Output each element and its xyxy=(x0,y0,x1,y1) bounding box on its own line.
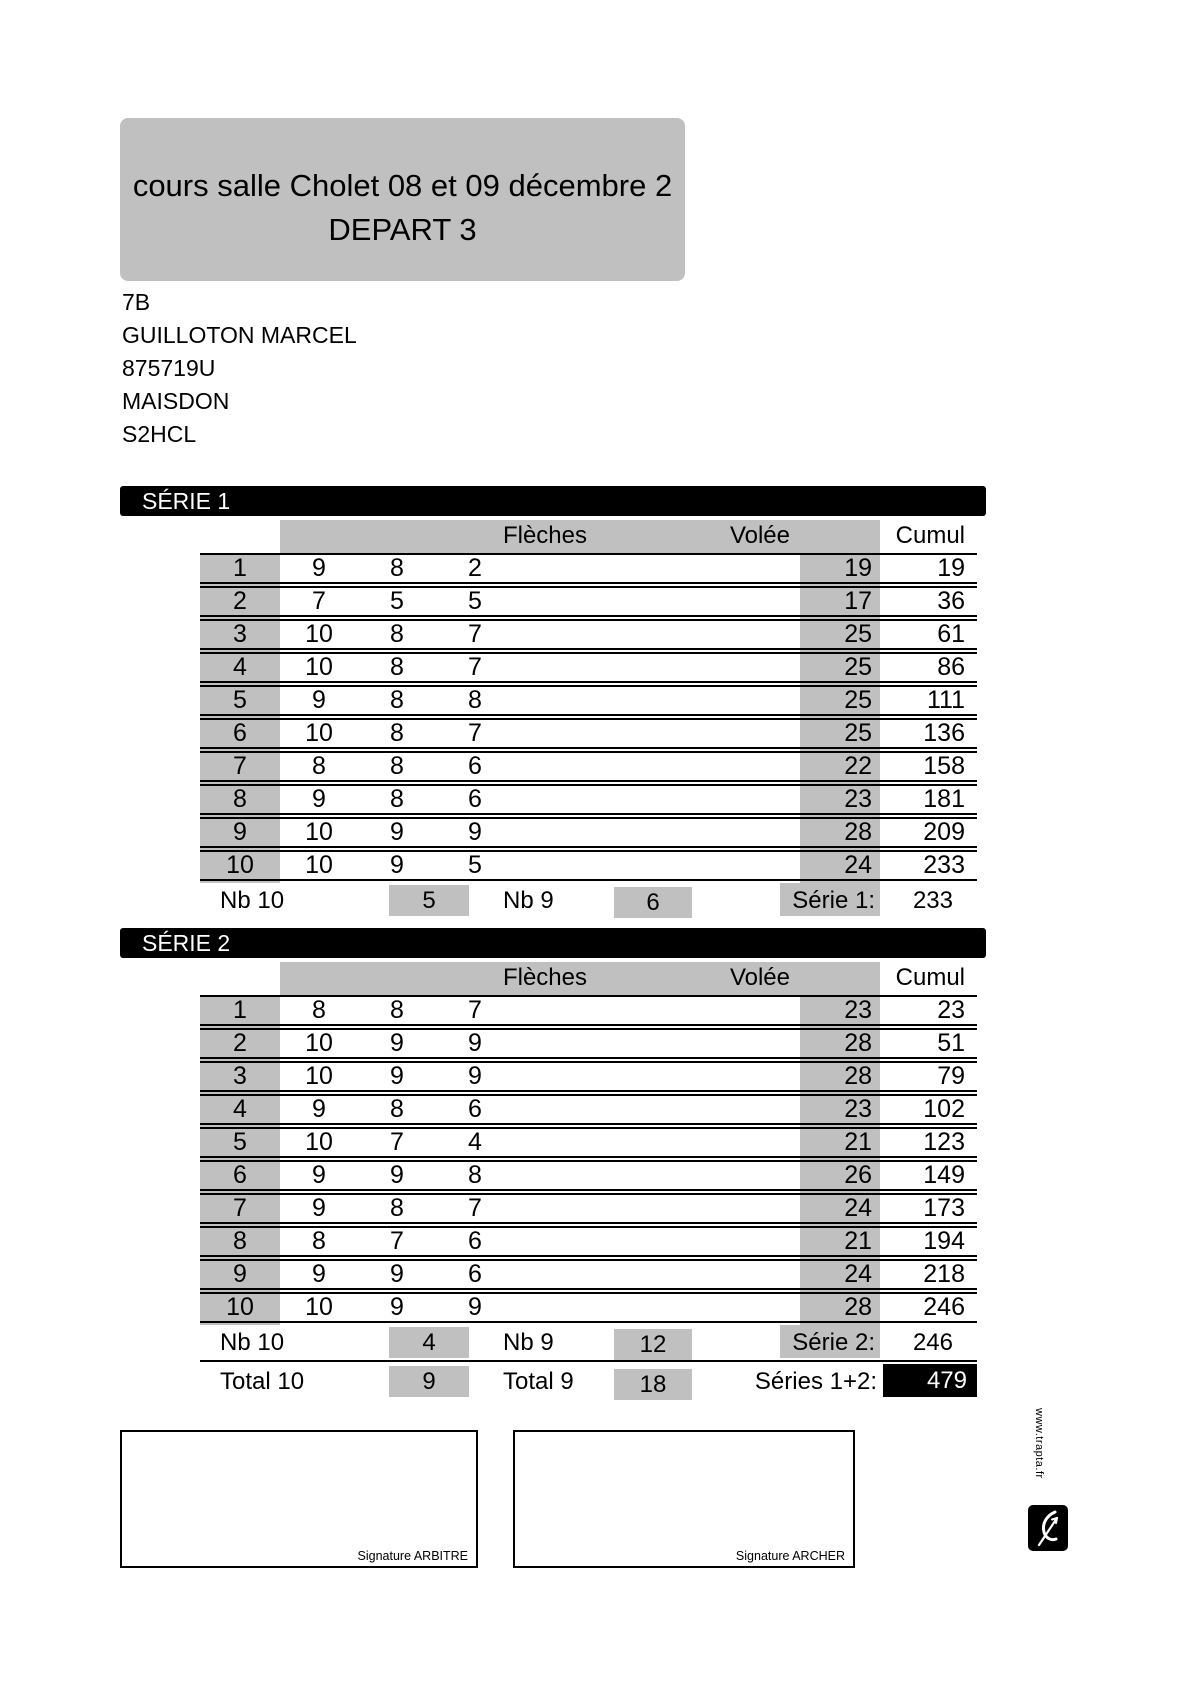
grand-total-row xyxy=(200,1360,977,1398)
arrow-3-score: 8 xyxy=(468,1161,482,1189)
score-row xyxy=(200,685,977,716)
arrow-2-score: 8 xyxy=(390,620,404,648)
cumul-score: 23 xyxy=(937,996,965,1024)
nb10-value: 4 xyxy=(389,1327,469,1358)
archer-signature-caption: Signature ARCHER xyxy=(735,1549,845,1563)
arrow-1-score: 10 xyxy=(305,1128,333,1156)
nb9-label: Nb 9 xyxy=(503,1329,554,1356)
cumul-score: 194 xyxy=(923,1227,965,1255)
arrow-1-score: 10 xyxy=(305,818,333,846)
cumul-score: 79 xyxy=(937,1062,965,1090)
arrow-1-score: 8 xyxy=(312,996,326,1024)
arrow-2-score: 8 xyxy=(390,719,404,747)
row-number: 9 xyxy=(233,818,247,846)
volee-score: 19 xyxy=(844,554,872,582)
serie-1-label: SÉRIE 1 xyxy=(142,488,231,514)
arrow-1-score: 10 xyxy=(305,719,333,747)
row-number: 4 xyxy=(233,1095,247,1123)
row-number: 6 xyxy=(233,719,247,747)
arrow-2-score: 8 xyxy=(390,752,404,780)
arrow-1-score: 8 xyxy=(312,752,326,780)
arrow-2-score: 8 xyxy=(390,1194,404,1222)
cumul-score: 246 xyxy=(923,1293,965,1321)
arrow-2-score: 7 xyxy=(390,1128,404,1156)
website-url: www.trapta.fr xyxy=(1033,1408,1045,1479)
score-row xyxy=(200,718,977,749)
arrow-3-score: 5 xyxy=(468,851,482,879)
licence-number: 875719U xyxy=(122,355,216,381)
score-row xyxy=(200,1028,977,1059)
cumul-score: 111 xyxy=(926,686,965,714)
arrow-2-score: 7 xyxy=(390,1227,404,1255)
archer-name: GUILLOTON MARCEL xyxy=(122,322,357,348)
arrow-2-score: 8 xyxy=(390,686,404,714)
arrow-3-score: 6 xyxy=(468,1260,482,1288)
row-number: 5 xyxy=(233,686,247,714)
grand-total-value: 479 xyxy=(883,1364,977,1397)
nb10-value: 5 xyxy=(389,885,469,916)
volee-score: 23 xyxy=(844,1095,872,1123)
arrow-2-score: 8 xyxy=(390,653,404,681)
archer-info-block xyxy=(122,286,357,451)
serie-1-header-bar xyxy=(120,486,986,516)
serie-2-header-bar xyxy=(120,928,986,958)
row-number: 8 xyxy=(233,785,247,813)
score-row xyxy=(200,619,977,650)
serie-2-table xyxy=(200,962,977,1396)
arrow-2-score: 9 xyxy=(390,1161,404,1189)
score-row xyxy=(200,1226,977,1257)
row-number: 2 xyxy=(233,587,247,615)
nb10-label: Nb 10 xyxy=(220,1329,285,1356)
arrow-1-score: 9 xyxy=(312,785,326,813)
serie-1-rows xyxy=(200,553,977,883)
cumul-score: 158 xyxy=(923,752,965,780)
arrow-1-score: 10 xyxy=(305,1029,333,1057)
arrow-1-score: 10 xyxy=(305,620,333,648)
volee-score: 25 xyxy=(844,653,872,681)
cumul-score: 136 xyxy=(923,719,965,747)
competition-title-box xyxy=(120,118,685,281)
row-number: 7 xyxy=(233,752,247,780)
row-number: 2 xyxy=(233,1029,247,1057)
score-row xyxy=(200,1193,977,1224)
arrow-2-score: 8 xyxy=(390,996,404,1024)
serie-1-total-label: Série 1: xyxy=(792,887,875,914)
arrow-1-score: 10 xyxy=(305,1062,333,1090)
arrow-3-score: 4 xyxy=(468,1128,482,1156)
serie-2-total-label: Série 2: xyxy=(792,1329,875,1356)
arrow-3-score: 7 xyxy=(468,996,482,1024)
serie-2-rows xyxy=(200,995,977,1325)
cumul-score: 19 xyxy=(937,554,965,582)
score-row xyxy=(200,995,977,1026)
arrow-1-score: 10 xyxy=(305,851,333,879)
volee-score: 28 xyxy=(844,1293,872,1321)
arrow-2-score: 8 xyxy=(390,785,404,813)
target-number: 7B xyxy=(122,289,151,315)
arrow-1-score: 9 xyxy=(312,1194,326,1222)
volee-score: 17 xyxy=(844,587,872,615)
volee-score: 28 xyxy=(844,818,872,846)
volee-header: Volée xyxy=(729,964,790,991)
category: S2HCL xyxy=(122,421,197,447)
arrow-1-score: 9 xyxy=(312,1161,326,1189)
arrow-3-score: 7 xyxy=(468,620,482,648)
row-number: 7 xyxy=(233,1194,247,1222)
arrow-2-score: 8 xyxy=(390,554,404,582)
cumul-score: 181 xyxy=(923,785,965,813)
cumul-score: 51 xyxy=(937,1029,965,1057)
volee-score: 25 xyxy=(844,719,872,747)
cumul-score: 233 xyxy=(923,851,965,879)
arrow-1-score: 9 xyxy=(312,554,326,582)
row-number: 3 xyxy=(233,620,247,648)
volee-score: 23 xyxy=(844,996,872,1024)
volee-score: 22 xyxy=(844,752,872,780)
arrow-2-score: 9 xyxy=(390,1293,404,1321)
referee-signature-caption: Signature ARBITRE xyxy=(357,1549,468,1563)
volee-score: 25 xyxy=(844,620,872,648)
row-number: 10 xyxy=(226,851,254,879)
cumul-score: 36 xyxy=(937,587,965,615)
serie-2-column-headers xyxy=(200,962,977,995)
volee-score: 23 xyxy=(844,785,872,813)
arrow-3-score: 9 xyxy=(468,1062,482,1090)
volee-score: 28 xyxy=(844,1062,872,1090)
serie-2-total-value: 246 xyxy=(912,1329,953,1356)
fleches-header: Flèches xyxy=(502,964,588,991)
series-1-2-label: Séries 1+2: xyxy=(754,1368,877,1395)
row-number: 8 xyxy=(233,1227,247,1255)
score-row xyxy=(200,586,977,617)
score-row xyxy=(200,1127,977,1158)
score-row xyxy=(200,784,977,815)
arrow-3-score: 7 xyxy=(468,719,482,747)
arrow-3-score: 9 xyxy=(468,1029,482,1057)
arrow-1-score: 10 xyxy=(305,1293,333,1321)
arrow-2-score: 9 xyxy=(390,818,404,846)
cumul-score: 86 xyxy=(937,653,965,681)
arrow-3-score: 7 xyxy=(468,1194,482,1222)
trapta-logo-icon xyxy=(1028,1505,1068,1551)
nb10-label: Nb 10 xyxy=(220,887,285,914)
volee-score: 21 xyxy=(844,1227,872,1255)
serie-2-label: SÉRIE 2 xyxy=(142,930,231,956)
score-row xyxy=(200,1061,977,1092)
arrow-3-score: 9 xyxy=(468,1293,482,1321)
arrow-2-score: 8 xyxy=(390,1095,404,1123)
arrow-2-score: 9 xyxy=(390,851,404,879)
arrow-3-score: 8 xyxy=(468,686,482,714)
volee-score: 24 xyxy=(844,1194,872,1222)
cumul-score: 173 xyxy=(923,1194,965,1222)
volee-score: 28 xyxy=(844,1029,872,1057)
serie-1-table xyxy=(200,520,977,918)
depart-label: DEPART 3 xyxy=(328,212,477,247)
score-row xyxy=(200,1292,977,1323)
serie-1-column-headers xyxy=(200,520,977,553)
arrow-2-score: 5 xyxy=(390,587,404,615)
score-row xyxy=(200,850,977,881)
row-number: 5 xyxy=(233,1128,247,1156)
cumul-score: 209 xyxy=(923,818,965,846)
volee-score: 25 xyxy=(844,686,872,714)
cumul-score: 61 xyxy=(937,620,965,648)
serie-1-nb-row xyxy=(200,883,977,916)
volee-score: 26 xyxy=(844,1161,872,1189)
total9-label: Total 9 xyxy=(503,1368,574,1395)
cumul-score: 149 xyxy=(923,1161,965,1189)
nb9-label: Nb 9 xyxy=(503,887,554,914)
volee-score: 21 xyxy=(844,1128,872,1156)
nb9-value: 6 xyxy=(614,887,692,918)
arrow-2-score: 9 xyxy=(390,1260,404,1288)
volee-header: Volée xyxy=(729,522,790,549)
arrow-1-score: 10 xyxy=(305,653,333,681)
score-row xyxy=(200,751,977,782)
arrow-3-score: 9 xyxy=(468,818,482,846)
volee-score: 24 xyxy=(844,1260,872,1288)
arrow-1-score: 9 xyxy=(312,1095,326,1123)
fleches-header: Flèches xyxy=(502,522,588,549)
club-name: MAISDON xyxy=(122,388,230,414)
arrow-1-score: 8 xyxy=(312,1227,326,1255)
score-row xyxy=(200,1259,977,1290)
total10-value: 9 xyxy=(389,1366,469,1397)
score-row xyxy=(200,553,977,584)
arrow-3-score: 6 xyxy=(468,752,482,780)
competition-title: cours salle Cholet 08 et 09 décembre 2 xyxy=(132,168,673,203)
referee-signature-box xyxy=(120,1430,478,1568)
cumul-header: Cumul xyxy=(895,964,965,991)
score-row xyxy=(200,1094,977,1125)
row-number: 9 xyxy=(233,1260,247,1288)
row-number: 4 xyxy=(233,653,247,681)
volee-score: 24 xyxy=(844,851,872,879)
arrow-1-score: 7 xyxy=(312,587,326,615)
arrow-3-score: 6 xyxy=(468,785,482,813)
score-row xyxy=(200,652,977,683)
arrow-3-score: 5 xyxy=(468,587,482,615)
score-row xyxy=(200,1160,977,1191)
cumul-score: 123 xyxy=(923,1128,965,1156)
total9-value: 18 xyxy=(614,1369,692,1400)
score-row xyxy=(200,817,977,848)
serie-1-total-value: 233 xyxy=(912,887,953,914)
arrow-2-score: 9 xyxy=(390,1062,404,1090)
serie-2-nb-row xyxy=(200,1325,977,1358)
cumul-header: Cumul xyxy=(895,522,965,549)
arrow-1-score: 9 xyxy=(312,1260,326,1288)
archer-signature-box xyxy=(513,1430,855,1568)
row-number: 6 xyxy=(233,1161,247,1189)
nb9-value: 12 xyxy=(614,1329,692,1360)
total10-label: Total 10 xyxy=(220,1368,305,1395)
row-number: 10 xyxy=(226,1293,254,1321)
arrow-3-score: 6 xyxy=(468,1227,482,1255)
arrow-1-score: 9 xyxy=(312,686,326,714)
row-number: 1 xyxy=(233,996,247,1024)
cumul-score: 218 xyxy=(923,1260,965,1288)
arrow-3-score: 2 xyxy=(468,554,482,582)
cumul-score: 102 xyxy=(923,1095,965,1123)
arrow-2-score: 9 xyxy=(390,1029,404,1057)
arrow-3-score: 6 xyxy=(468,1095,482,1123)
row-number: 3 xyxy=(233,1062,247,1090)
arrow-3-score: 7 xyxy=(468,653,482,681)
row-number: 1 xyxy=(233,554,247,582)
